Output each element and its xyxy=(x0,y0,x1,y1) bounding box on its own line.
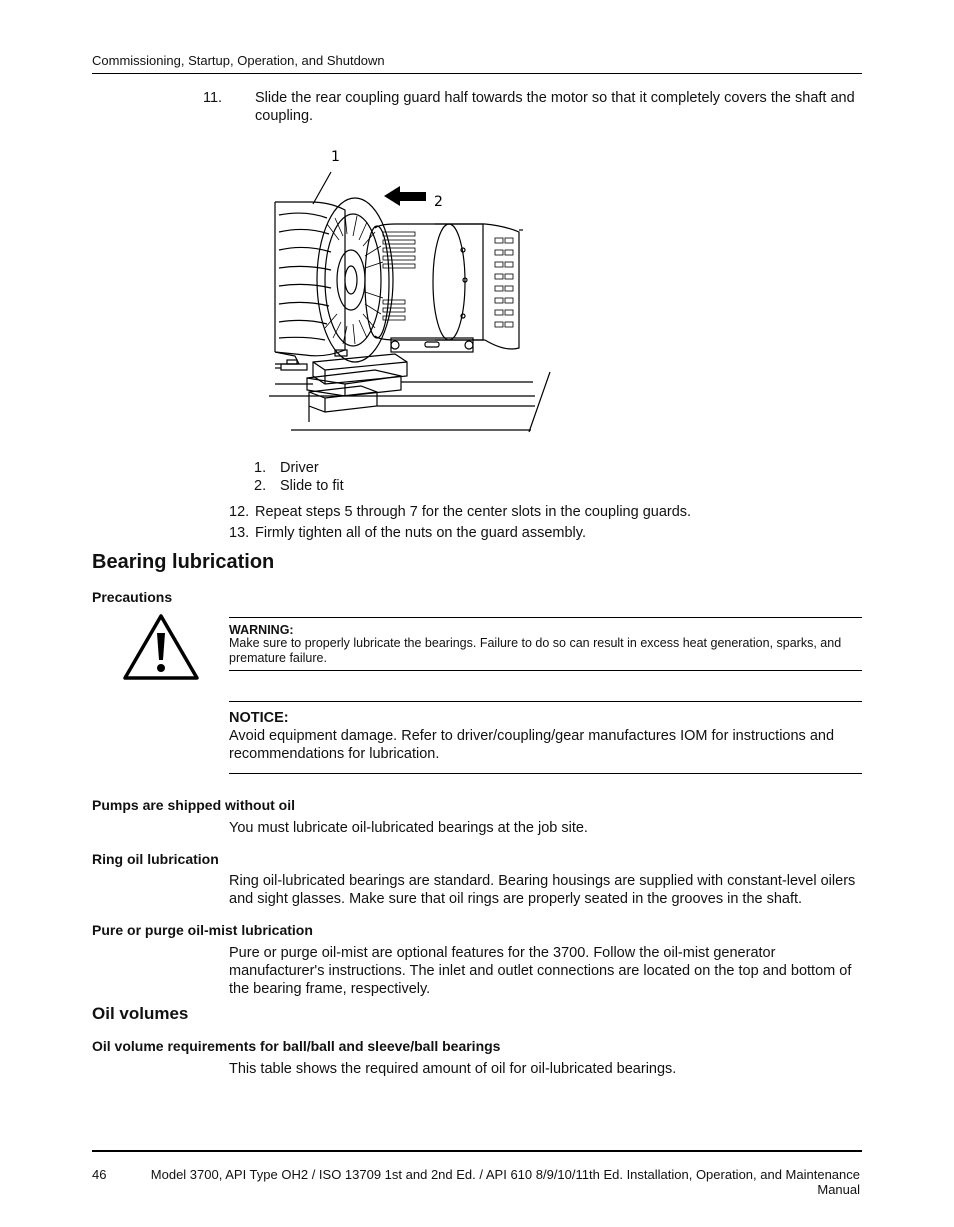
notice-text: Avoid equipment damage. Refer to driver/coupling/gear manufactures IOM for instructions and recommendations for lubrication. xyxy=(229,728,835,762)
notice-bottom-rule xyxy=(229,773,862,774)
motor-body xyxy=(275,202,345,356)
warning-top-rule xyxy=(229,617,862,618)
legend-number: 2. xyxy=(254,478,267,494)
oil-mist-text: Pure or purge oil-mist are optional features for the 3700. Follow the oil-mist generator manufacturer's instructions. The inlet and outlet connections are located on the top and bottom of the bearing frame, respectively. xyxy=(229,945,852,997)
warning-title: WARNING: xyxy=(229,623,294,637)
oil-volumes-heading: Oil volumes xyxy=(92,1004,189,1023)
footer-title: Model 3700, API Type OH2 / ISO 13709 1st and 2nd Ed. / API 610 8/9/10/11th Ed. Installation, Operation, and Maintenance Manual xyxy=(150,1167,860,1197)
running-header: Commissioning, Startup, Operation, and Shutdown xyxy=(92,53,385,68)
step-number: 11. xyxy=(203,90,223,106)
step-text: Slide the rear coupling guard half towards the motor so that it completely covers the shaft and coupling. xyxy=(255,90,855,124)
step-13 xyxy=(229,524,859,542)
shim-stack xyxy=(313,354,407,384)
coupling-guard-figure xyxy=(265,140,560,435)
step-number: 13. xyxy=(229,525,250,541)
ring-oil-text: Ring oil-lubricated bearings are standard. Bearing housings are supplied with constant-level oilers and sight glasses. Make sure that oil rings are properly seated in the grooves in the shaft. xyxy=(229,873,856,907)
oil-requirements-heading: Oil volume requirements for ball/ball and sleeve/ball bearings xyxy=(92,1038,501,1054)
warning-triangle-icon xyxy=(122,613,200,681)
callout-1: 1 xyxy=(331,149,340,165)
legend-item xyxy=(254,477,344,495)
legend-number: 1. xyxy=(254,460,267,476)
shipped-text: You must lubricate oil-lubricated bearings at the job site. xyxy=(229,820,588,836)
notice-title: NOTICE: xyxy=(229,710,289,726)
step-number: 12. xyxy=(229,504,250,520)
step-text: Firmly tighten all of the nuts on the guard assembly. xyxy=(255,525,586,541)
oil-mist-heading: Pure or purge oil-mist lubrication xyxy=(92,922,313,938)
step-text: Repeat steps 5 through 7 for the center slots in the coupling guards. xyxy=(255,504,692,520)
legend-text: Slide to fit xyxy=(280,478,344,494)
callout-1-leader xyxy=(313,172,331,204)
slide-arrow-icon xyxy=(384,186,426,206)
section-title-bearing-lubrication: Bearing lubrication xyxy=(92,551,275,573)
shipped-heading: Pumps are shipped without oil xyxy=(92,797,296,813)
footer-divider xyxy=(92,1150,862,1152)
header-divider xyxy=(92,73,862,74)
ring-oil-heading: Ring oil lubrication xyxy=(92,851,219,867)
step-11 xyxy=(203,89,885,125)
legend-text: Driver xyxy=(280,460,319,476)
warning-text: Make sure to properly lubricate the bearings. Failure to do so can result in excess heat generation, sparks, and premature failure. xyxy=(229,636,842,665)
precautions-heading: Precautions xyxy=(92,589,173,605)
page-number: 46 xyxy=(92,1167,107,1182)
notice-top-rule xyxy=(229,701,862,702)
coupling-guard xyxy=(375,224,483,340)
warning-bottom-rule xyxy=(229,670,862,671)
step-12 xyxy=(229,503,859,521)
legend-item xyxy=(254,459,319,477)
oil-requirements-text: This table shows the required amount of oil for oil-lubricated bearings. xyxy=(229,1061,677,1077)
callout-2: 2 xyxy=(434,194,443,210)
